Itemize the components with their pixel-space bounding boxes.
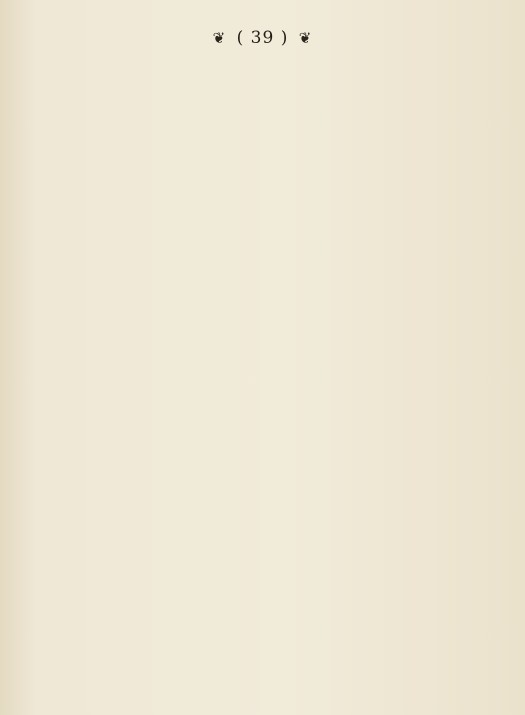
page-number: ( 39 )	[236, 28, 289, 48]
fleuron-right-icon: ❦	[298, 29, 313, 47]
fleuron-left-icon: ❦	[212, 29, 227, 47]
running-head	[0, 28, 525, 48]
